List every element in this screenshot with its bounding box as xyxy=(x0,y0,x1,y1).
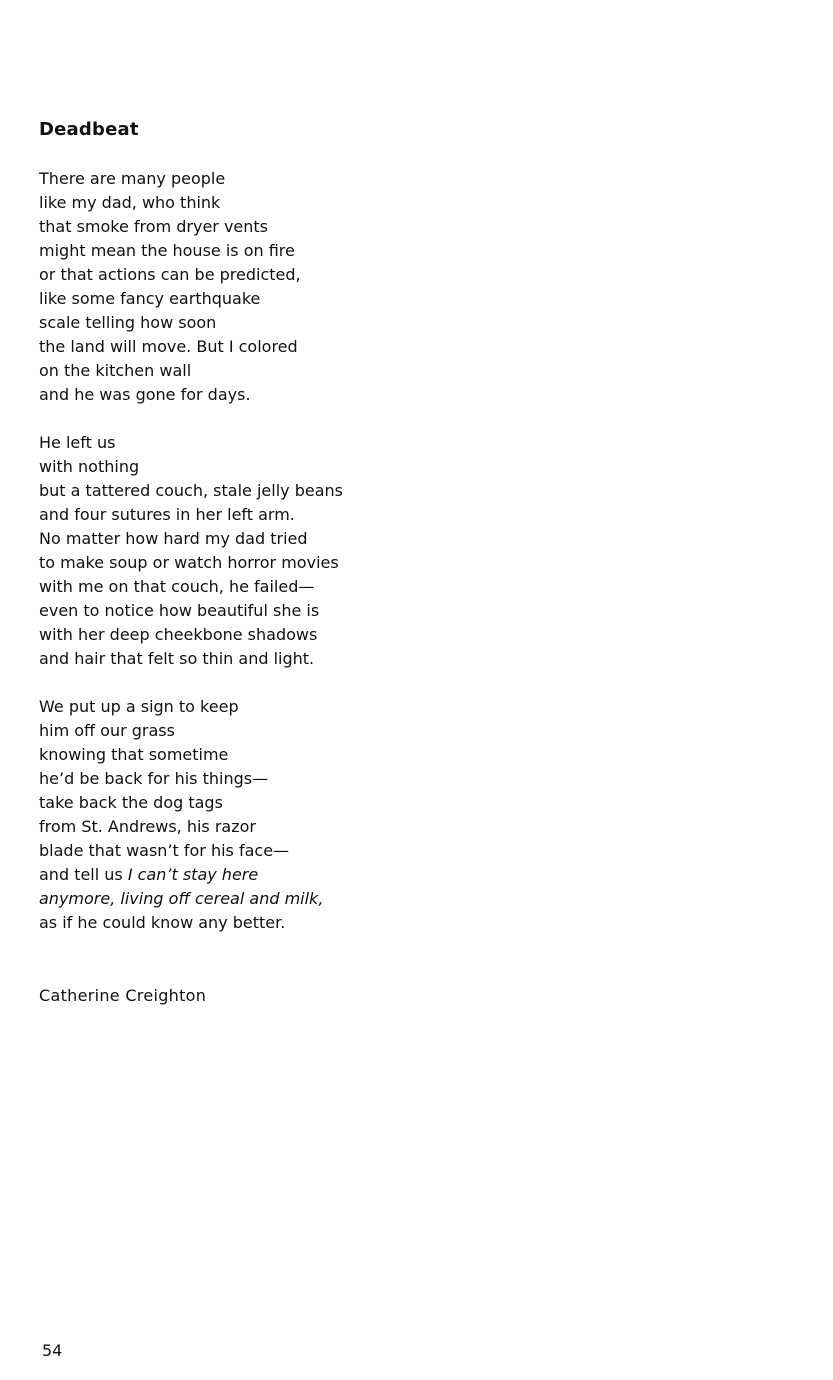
italic-quote: I can’t stay here xyxy=(127,865,259,884)
poem-line: scale telling how soon xyxy=(39,313,217,332)
author-name: Catherine Creighton xyxy=(39,986,207,1005)
italic-quote-continued: anymore, living off cereal and milk, xyxy=(39,889,324,908)
poem-line: on the kitchen wall xyxy=(39,361,192,380)
poem-line: even to notice how beautiful she is xyxy=(39,601,320,620)
poem-line: like some fancy earthquake xyxy=(39,289,261,308)
poem-line: with me on that couch, he failed— xyxy=(39,577,315,596)
page-number: 54 xyxy=(42,1341,63,1360)
poem-title: Deadbeat xyxy=(39,119,139,140)
poem-line: to make soup or watch horror movies xyxy=(39,553,339,572)
poem-line: blade that wasn’t for his face— xyxy=(39,841,290,860)
poem-line: knowing that sometime xyxy=(39,745,229,764)
poem-line: he’d be back for his things— xyxy=(39,769,269,788)
poem-line: There are many people xyxy=(39,169,226,188)
stanza-1 xyxy=(39,167,459,407)
poem-line: He left us xyxy=(39,433,116,452)
poem-line: No matter how hard my dad tried xyxy=(39,529,308,548)
poem-line: We put up a sign to keep xyxy=(39,697,239,716)
poem-line: from St. Andrews, his razor xyxy=(39,817,256,836)
stanza-3 xyxy=(39,695,459,935)
poem-line: and hair that felt so thin and light. xyxy=(39,649,315,668)
poem-line: or that actions can be predicted, xyxy=(39,265,301,284)
poem-line: that smoke from dryer vents xyxy=(39,217,269,236)
poem-line: the land will move. But I colored xyxy=(39,337,298,356)
poem-line: with nothing xyxy=(39,457,140,476)
poem-line: but a tattered couch, stale jelly beans xyxy=(39,481,343,500)
poem-line: with her deep cheekbone shadows xyxy=(39,625,318,644)
poem-line-text: and tell us xyxy=(39,865,128,884)
poem-line: and he was gone for days. xyxy=(39,385,251,404)
stanza-2 xyxy=(39,431,459,671)
poem-line-italic xyxy=(39,887,459,911)
poem-line: as if he could know any better. xyxy=(39,913,286,932)
poem-line: take back the dog tags xyxy=(39,793,223,812)
poem-line-with-italic xyxy=(39,863,459,887)
poem-line: and four sutures in her left arm. xyxy=(39,505,295,524)
poem-line: him off our grass xyxy=(39,721,175,740)
poem-line: like my dad, who think xyxy=(39,193,221,212)
poem-line: might mean the house is on fire xyxy=(39,241,295,260)
poem-body xyxy=(39,167,459,959)
